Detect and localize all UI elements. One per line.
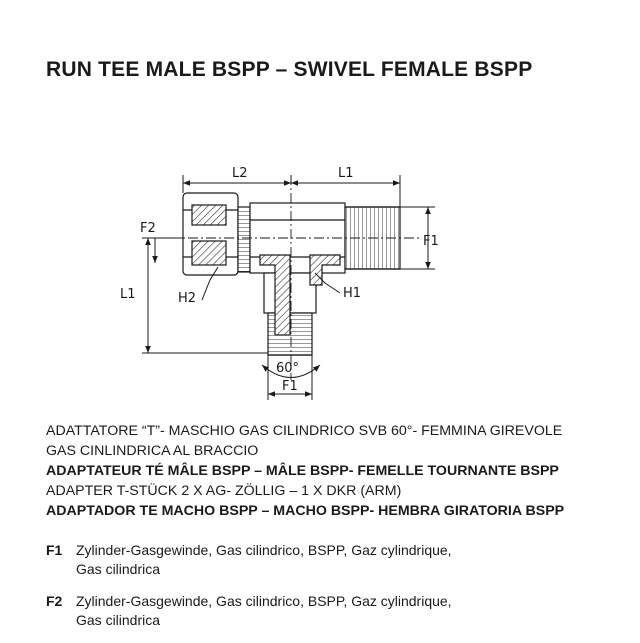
thread-legend — [46, 541, 626, 643]
thread-description-line: Zylinder-Gasgewinde, Gas cilindrico, BSPP, Gaz cylindrique, — [76, 542, 452, 558]
label-f2: F2 — [140, 221, 156, 236]
label-l1-left: L1 — [120, 287, 136, 302]
thread-row-f2 — [46, 592, 626, 630]
description-french: ADAPTATEUR TÉ MÂLE BSPP – MÂLE BSPP- FEMELLE TOURNANTE BSPP — [46, 463, 559, 479]
thread-description-line: Gas cilindrica — [76, 612, 161, 628]
thread-row-f1 — [46, 541, 626, 579]
thread-key: F2 — [46, 593, 63, 609]
description-german: ADAPTER T-STÜCK 2 X AG- ZÖLLIG – 1 X DKR (ARM) — [46, 483, 402, 499]
technical-drawing — [110, 155, 450, 405]
thread-description — [76, 592, 626, 630]
label-f1-right: F1 — [423, 234, 439, 249]
description-spanish: ADAPTADOR TE MACHO BSPP – MACHO BSPP- HEMBRA GIRATORIA BSPP — [46, 503, 565, 519]
description-italian-1: ADATTATORE “T”- MASCHIO GAS CILINDRICO SVB 60°- FEMMINA GIREVOLE — [46, 423, 563, 439]
label-h2: H2 — [178, 291, 197, 306]
fitting-body — [183, 193, 400, 355]
thread-description-line: Gas cilindrica — [76, 561, 161, 577]
description-italian-2: GAS CINLINDRICA AL BRACCIO — [46, 443, 259, 459]
label-l1-top: L1 — [338, 166, 354, 181]
description-block — [46, 421, 626, 521]
thread-key: F1 — [46, 542, 63, 558]
page-title: RUN TEE MALE BSPP – SWIVEL FEMALE BSPP — [46, 58, 533, 81]
thread-description — [76, 541, 626, 579]
label-angle: 60° — [276, 361, 300, 376]
label-f1-bottom: F1 — [282, 379, 298, 394]
thread-description-line: Zylinder-Gasgewinde, Gas cilindrico, BSPP, Gaz cylindrique, — [76, 593, 452, 609]
label-l2: L2 — [232, 166, 248, 181]
label-h1: H1 — [343, 286, 362, 301]
